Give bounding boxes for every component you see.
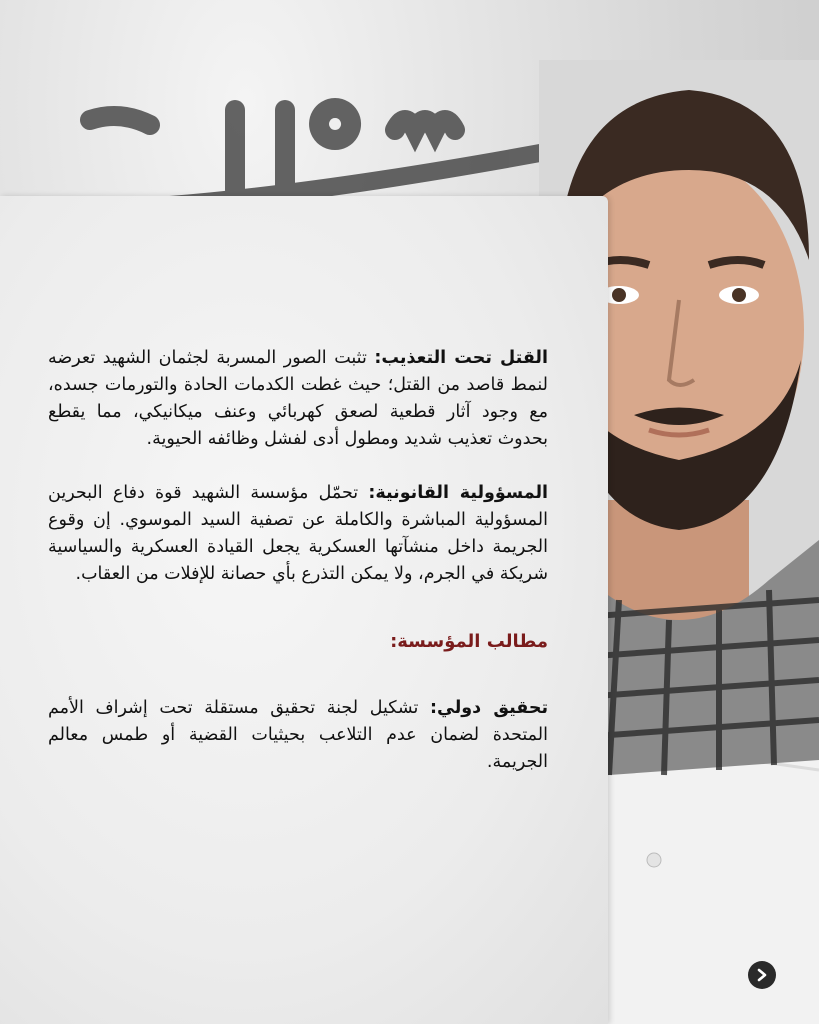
para-body: تثبت الصور المسربة لجثمان الشهيد تعرضه لنمط قاصد من القتل؛ حيث غطت الكدمات الحادة والتورمات جسده، مع وجود آثار قطعية لصعق كهربائي وعنف ميكانيكي، مما يقطع بحدوث تعذيب شديد ومطول أدى لفشل وظائفه الحيوية. bbox=[48, 348, 548, 449]
article-text bbox=[48, 345, 548, 803]
section-heading: مطالب المؤسسة: bbox=[390, 631, 548, 652]
chevron-right-icon bbox=[756, 968, 768, 982]
paragraph-killing-under-torture bbox=[48, 345, 548, 453]
para-lead: المسؤولية القانونية: bbox=[368, 483, 549, 503]
para-body: تشكيل لجنة تحقيق مستقلة تحت إشراف الأمم المتحدة لضمان عدم التلاعب بحيثيات القضية أو طمس معالم الجريمة. bbox=[48, 698, 548, 772]
para-lead: تحقيق دولي: bbox=[430, 698, 549, 718]
para-body: تحمّل مؤسسة الشهيد قوة دفاع البحرين المسؤولية المباشرة والكاملة عن تصفية السيد الموسوي. إن وقوع الجريمة داخل منشآتها العسكرية يجعل القيادة العسكرية والسياسية شريكة في الجرم، ولا يمكن التذرع بأي حصانة للإفلات من العقاب. bbox=[48, 483, 548, 584]
paragraph-legal-responsibility bbox=[48, 480, 548, 588]
next-slide-button[interactable] bbox=[748, 961, 776, 989]
para-lead: القتل تحت التعذيب: bbox=[374, 348, 548, 368]
paragraph-international-investigation bbox=[48, 695, 548, 776]
